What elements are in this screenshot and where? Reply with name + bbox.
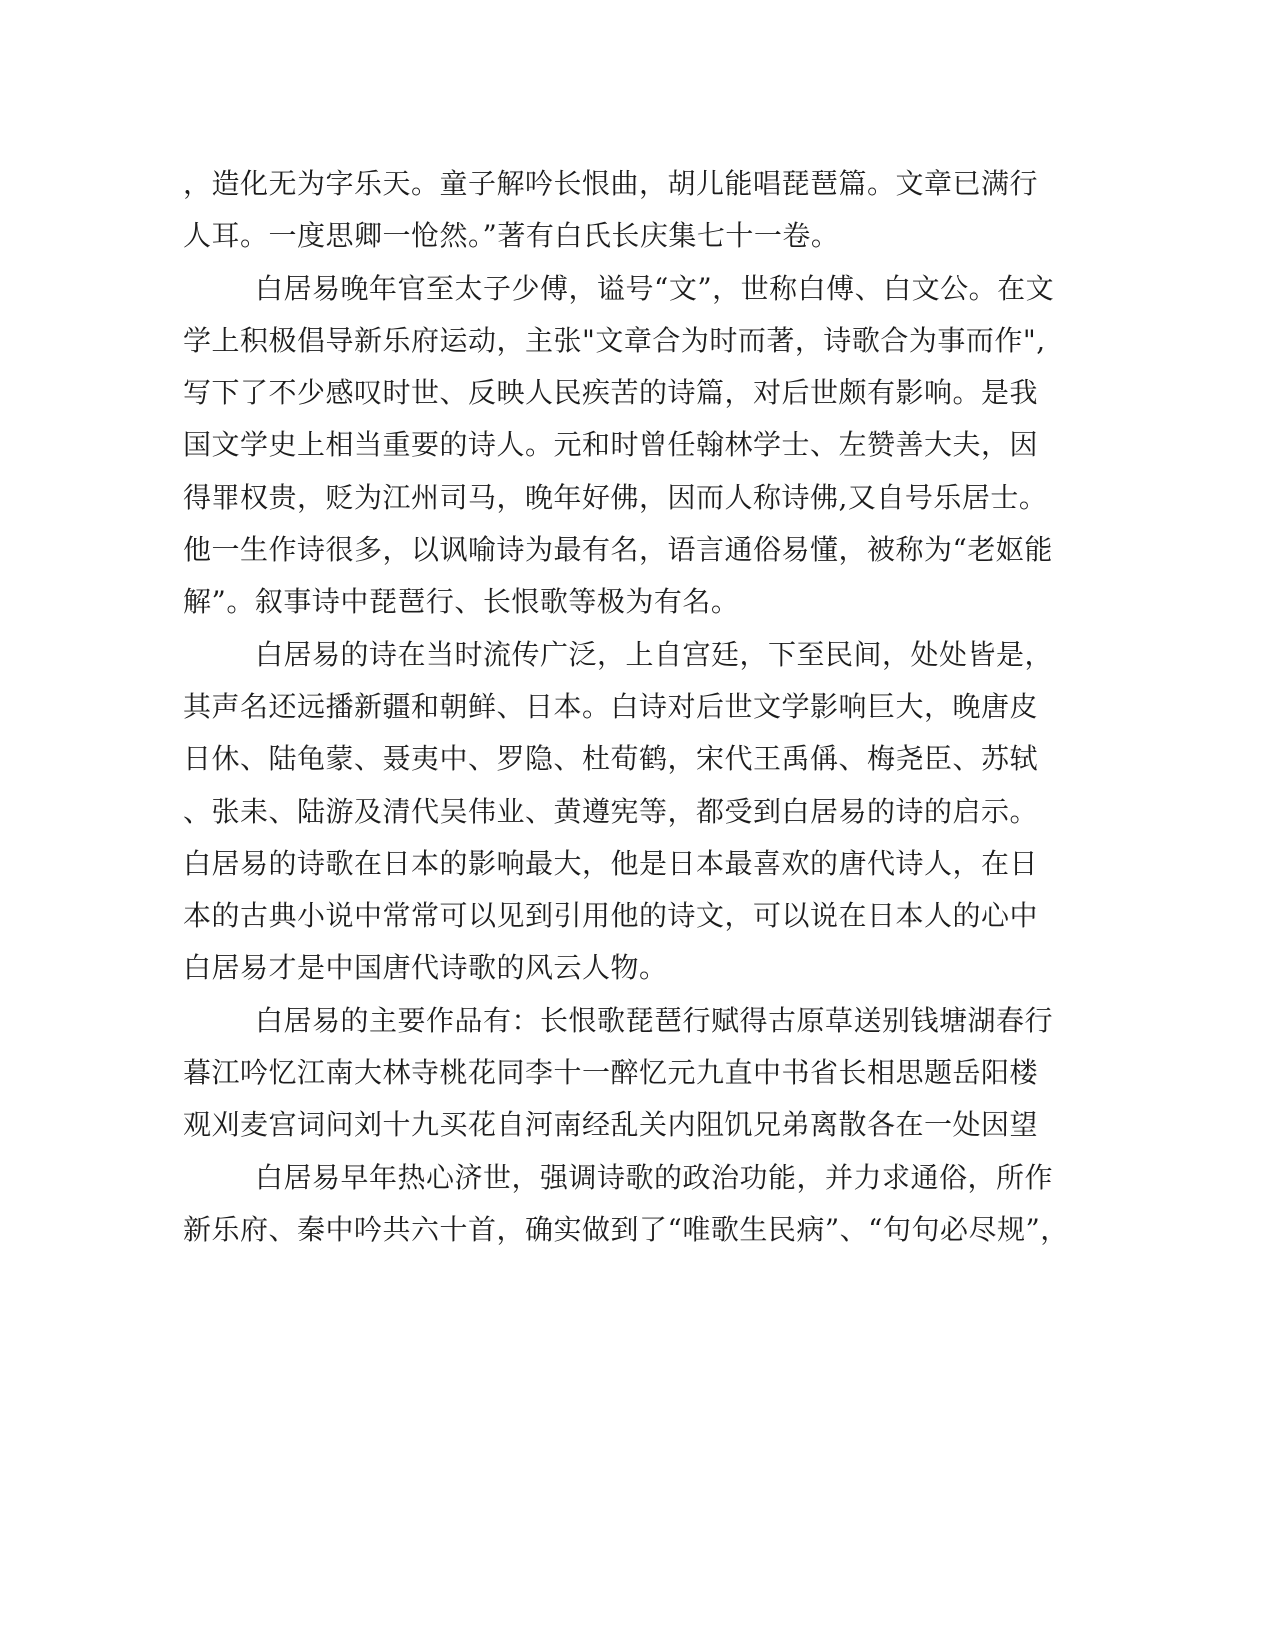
text-line: 他一生作诗很多，以讽喻诗为最有名，语言通俗易懂，被称为“老妪能 (183, 533, 1053, 567)
paragraph-start-line: 白居易的诗在当时流传广泛，上自宫廷，下至民间，处处皆是， (255, 637, 1054, 671)
text-line: 解”。叙事诗中琵琶行、长恨歌等极为有名。 (183, 585, 740, 619)
text-line: 白居易的诗歌在日本的影响最大，他是日本最喜欢的唐代诗人，在日 (183, 846, 1039, 880)
paragraph-start-line: 白居易的主要作品有：长恨歌琵琶行赋得古原草送别钱塘湖春行 (255, 1003, 1054, 1037)
text-line: 观刈麦宫词问刘十九买花自河南经乱关内阻饥兄弟离散各在一处因望 (183, 1108, 1039, 1142)
text-line: 人耳。一度思卿一怆然。”著有白氏长庆集七十一卷。 (183, 219, 840, 253)
text-line: 日休、陆龟蒙、聂夷中、罗隐、杜荀鹤，宋代王禹偁、梅尧臣、苏轼 (183, 742, 1039, 776)
text-line: 得罪权贵，贬为江州司马，晚年好佛，因而人称诗佛,又自号乐居士。 (183, 480, 1048, 514)
paragraph-start-line: 白居易晚年官至太子少傅，谥号“文”，世称白傅、白文公。在文 (255, 271, 1055, 305)
text-line: 本的古典小说中常常可以见到引用他的诗文，可以说在日本人的心中 (183, 899, 1039, 933)
text-line: 新乐府、秦中吟共六十首，确实做到了“唯歌生民病”、“句句必尽规”， (183, 1212, 1069, 1246)
text-line: ，造化无为字乐天。童子解吟长恨曲，胡儿能唱琵琶篇。文章已满行 (183, 167, 1039, 200)
text-line: 国文学史上相当重要的诗人。元和时曾任翰林学士、左赞善大夫，因 (183, 428, 1039, 462)
body-text (183, 158, 1069, 1256)
paragraph-start-line: 白居易早年热心济世，强调诗歌的政治功能，并力求通俗，所作 (255, 1160, 1054, 1194)
text-line: 白居易才是中国唐代诗歌的风云人物。 (183, 951, 668, 985)
text-line: 、张耒、陆游及清代吴伟业、黄遵宪等，都受到白居易的诗的启示。 (183, 794, 1039, 828)
text-line: 其声名还远播新疆和朝鲜、日本。白诗对后世文学影响巨大，晚唐皮 (183, 689, 1039, 723)
text-line: 学上积极倡导新乐府运动，主张"文章合为时而著，诗歌合为事而作", (183, 323, 1046, 357)
text-line: 暮江吟忆江南大林寺桃花同李十一醉忆元九直中书省长相思题岳阳楼 (183, 1056, 1039, 1090)
text-line: 写下了不少感叹时世、反映人民疾苦的诗篇，对后世颇有影响。是我 (183, 376, 1039, 410)
